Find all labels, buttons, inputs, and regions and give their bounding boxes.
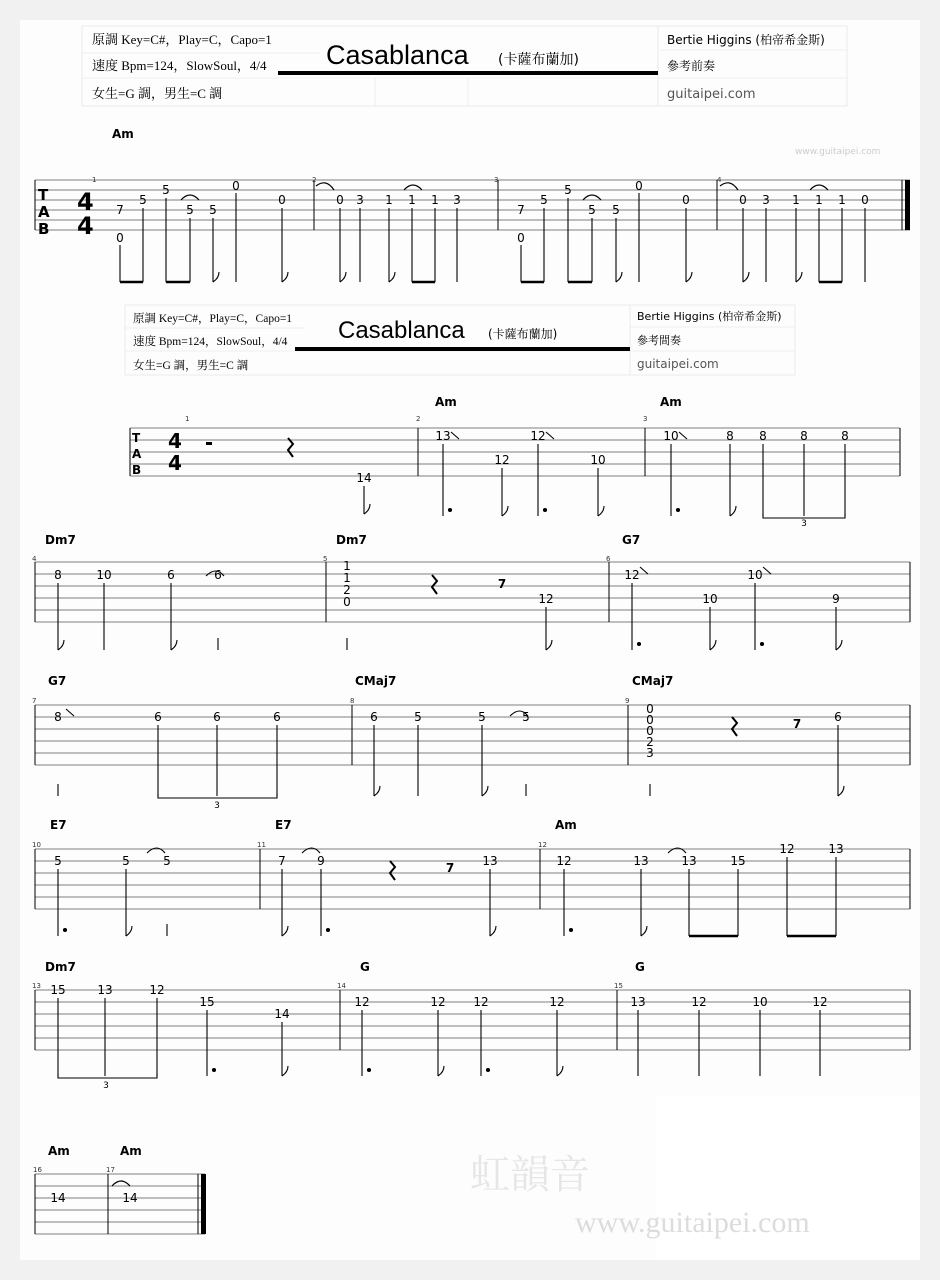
measure-number: 15 <box>614 982 623 990</box>
tab-clef-b: B <box>132 463 142 477</box>
key-info: 原調 Key=C#，Play=C，Capo=1 <box>133 313 293 325</box>
time-signature-bottom: 4 <box>77 212 94 240</box>
fret-number: 8 <box>841 429 849 443</box>
measure-number: 2 <box>312 176 317 184</box>
chord-symbol: E7 <box>50 818 67 832</box>
tab-system-4 <box>32 674 910 811</box>
tablature-score <box>20 20 920 1260</box>
header-intro <box>82 26 847 106</box>
fret-number: 7 <box>517 203 525 217</box>
fret-number: 0 <box>343 595 351 609</box>
tuplet-label: 3 <box>214 801 220 811</box>
measure-number: 10 <box>32 841 41 849</box>
site-link[interactable]: guitaipei.com <box>637 357 719 371</box>
fret-number: 10 <box>752 995 768 1009</box>
measure-number: 7 <box>32 697 37 705</box>
rhythm-stems <box>120 193 865 282</box>
chord-symbol: Am <box>112 127 134 141</box>
fret-number: 5 <box>186 203 194 217</box>
section-label: 參考前奏 <box>667 59 716 73</box>
measure-number: 4 <box>717 176 722 184</box>
song-subtitle: (卡薩布蘭加) <box>498 52 579 68</box>
fret-number: 12 <box>530 429 546 443</box>
fret-number: 12 <box>812 995 828 1009</box>
fret-number: 6 <box>213 710 221 724</box>
song-subtitle: (卡薩布蘭加) <box>488 327 558 341</box>
fret-number: 0 <box>116 231 124 245</box>
tab-system-3 <box>32 533 910 650</box>
fret-number: 13 <box>630 995 646 1009</box>
chord-symbol: CMaj7 <box>632 674 674 688</box>
fret-number: 6 <box>273 710 281 724</box>
chord-symbol: Am <box>435 395 457 409</box>
fret-number: 0 <box>646 713 654 727</box>
measure-number: 4 <box>32 555 37 563</box>
header-interlude <box>125 305 795 375</box>
fret-number: 7 <box>497 577 507 591</box>
fret-number: 7 <box>792 717 802 731</box>
fret-number: 0 <box>861 193 869 207</box>
fret-number: 5 <box>588 203 596 217</box>
fret-number: 15 <box>199 995 215 1009</box>
chord-symbol: Am <box>48 1144 70 1158</box>
fret-number: 5 <box>122 854 130 868</box>
fret-number: 13 <box>681 854 697 868</box>
fret-number: 0 <box>739 193 747 207</box>
tab-clef-t: T <box>132 431 141 445</box>
fret-number: 12 <box>430 995 446 1009</box>
time-signature-top: 4 <box>77 188 94 216</box>
fret-number: 1 <box>343 559 351 573</box>
fret-number: 5 <box>612 203 620 217</box>
artist-name: Bertie Higgins (柏帝希金斯) <box>667 33 825 47</box>
rest-symbol <box>732 717 737 736</box>
fret-number: 8 <box>800 429 808 443</box>
fret-number: 14 <box>50 1191 66 1205</box>
tuplet-label: 3 <box>801 519 807 529</box>
fret-number: 8 <box>726 429 734 443</box>
fret-number: 6 <box>370 710 378 724</box>
fret-number: 0 <box>646 702 654 716</box>
fret-number: 5 <box>163 854 171 868</box>
measure-number: 14 <box>337 982 346 990</box>
flags <box>213 272 802 282</box>
fret-number: 5 <box>522 710 530 724</box>
watermark-url: www.guitaipei.com <box>575 1206 810 1239</box>
measure-number: 12 <box>538 841 547 849</box>
chord-symbol: G <box>360 960 370 974</box>
watermark-small-url: www.guitaipei.com <box>795 147 881 157</box>
measure-number: 16 <box>33 1166 42 1174</box>
fret-number: 3 <box>762 193 770 207</box>
fret-number: 12 <box>624 568 640 582</box>
fret-number: 10 <box>663 429 679 443</box>
fret-number: 6 <box>214 568 222 582</box>
fret-number: 15 <box>730 854 746 868</box>
tab-system-7 <box>33 1144 206 1234</box>
fret-number: 12 <box>473 995 489 1009</box>
tab-clef-t: T <box>38 186 49 204</box>
chord-symbol: G7 <box>48 674 67 688</box>
fret-number: 10 <box>747 568 763 582</box>
measure-number: 13 <box>32 982 41 990</box>
tempo-info: 速度 Bpm=124，SlowSoul，4/4 <box>133 336 288 348</box>
tab-clef-b: B <box>38 220 50 238</box>
artist-name: Bertie Higgins (柏帝希金斯) <box>637 310 782 323</box>
fret-number: 12 <box>556 854 572 868</box>
fret-number: 1 <box>385 193 393 207</box>
tab-sheet <box>20 20 920 1260</box>
time-signature-top: 4 <box>168 429 182 453</box>
measure-number: 1 <box>92 176 97 184</box>
voice-info: 女生=G 調，男生=C 調 <box>133 360 249 372</box>
measure-number: 3 <box>643 415 648 423</box>
voice-info: 女生=G 調，男生=C 調 <box>92 86 223 101</box>
measure-number: 9 <box>625 697 630 705</box>
fret-number: 5 <box>564 183 572 197</box>
fret-number: 7 <box>278 854 286 868</box>
site-link[interactable]: guitaipei.com <box>667 87 756 102</box>
fret-number: 14 <box>356 471 372 485</box>
fret-number: 3 <box>646 746 654 760</box>
tempo-info: 速度 Bpm=124，SlowSoul，4/4 <box>92 58 267 73</box>
tie-arcs <box>112 1181 130 1186</box>
fret-number: 6 <box>154 710 162 724</box>
fret-number: 1 <box>792 193 800 207</box>
fret-number: 3 <box>356 193 364 207</box>
fret-number: 5 <box>54 854 62 868</box>
rest-symbol <box>432 575 437 594</box>
fret-number: 9 <box>317 854 325 868</box>
chord-symbol: E7 <box>275 818 292 832</box>
chord-symbol: G <box>635 960 645 974</box>
fret-number: 13 <box>97 983 113 997</box>
fret-number: 0 <box>635 179 643 193</box>
measure-number: 2 <box>416 415 421 423</box>
fret-number: 1 <box>838 193 846 207</box>
chord-symbol: Am <box>660 395 682 409</box>
measure-number: 3 <box>494 176 499 184</box>
fret-number: 5 <box>540 193 548 207</box>
fret-number: 0 <box>278 193 286 207</box>
fret-number: 12 <box>691 995 707 1009</box>
fret-number: 13 <box>633 854 649 868</box>
song-title: Casablanca <box>338 317 465 344</box>
chord-symbol: CMaj7 <box>355 674 397 688</box>
tab-clef-a: A <box>38 203 50 221</box>
tab-clef-a: A <box>132 447 142 461</box>
fret-number: 13 <box>435 429 451 443</box>
fret-number: 10 <box>590 453 606 467</box>
fret-number: 1 <box>431 193 439 207</box>
fret-number: 14 <box>122 1191 138 1205</box>
fret-number: 0 <box>646 724 654 738</box>
fret-number: 1 <box>815 193 823 207</box>
fret-number: 13 <box>482 854 498 868</box>
fret-number: 5 <box>478 710 486 724</box>
chord-symbol: Am <box>555 818 577 832</box>
tab-system-5 <box>32 818 910 936</box>
measure-number: 17 <box>106 1166 115 1174</box>
measure-number: 11 <box>257 841 266 849</box>
section-label: 參考間奏 <box>637 334 681 347</box>
fret-number: 14 <box>274 1007 290 1021</box>
song-title: Casablanca <box>326 40 469 70</box>
watermark-chinese: 虹韻音 <box>470 1152 590 1198</box>
fret-number: 6 <box>834 710 842 724</box>
fret-number: 15 <box>50 983 66 997</box>
tab-system-6 <box>32 960 910 1091</box>
fret-number: 5 <box>162 183 170 197</box>
fret-number: 6 <box>167 568 175 582</box>
fret-number: 12 <box>549 995 565 1009</box>
fret-number: 0 <box>682 193 690 207</box>
fret-number: 7 <box>445 861 455 875</box>
chord-symbol: Am <box>120 1144 142 1158</box>
tab-system-intro <box>35 127 910 282</box>
fret-number: 0 <box>517 231 525 245</box>
measure-number: 8 <box>350 697 355 705</box>
fret-number: 5 <box>139 193 147 207</box>
time-signature-bottom: 4 <box>168 451 182 475</box>
chord-symbol: Dm7 <box>45 960 76 974</box>
rest-symbol <box>390 861 395 880</box>
fret-number: 8 <box>54 710 62 724</box>
fret-number: 7 <box>116 203 124 217</box>
fret-number: 12 <box>494 453 510 467</box>
key-info: 原調 Key=C#，Play=C，Capo=1 <box>92 32 272 47</box>
fret-number: 10 <box>96 568 112 582</box>
tab-system-2 <box>130 395 900 529</box>
fret-number: 10 <box>702 592 718 606</box>
fret-number: 3 <box>453 193 461 207</box>
fret-number: 12 <box>149 983 165 997</box>
fret-number: 12 <box>779 842 795 856</box>
fret-number: 2 <box>343 583 351 597</box>
fret-number: 8 <box>54 568 62 582</box>
fret-number: 0 <box>232 179 240 193</box>
fret-number: 8 <box>759 429 767 443</box>
chord-symbol: G7 <box>622 533 641 547</box>
fret-number: 5 <box>209 203 217 217</box>
fret-number: 9 <box>832 592 840 606</box>
fret-number: 2 <box>646 735 654 749</box>
measure-number: 5 <box>323 555 328 563</box>
fret-number: 12 <box>538 592 554 606</box>
fret-number: 12 <box>354 995 370 1009</box>
fret-number: 5 <box>414 710 422 724</box>
measure-number: 1 <box>185 415 190 423</box>
rest-symbol <box>206 442 212 445</box>
rest-symbol <box>288 438 293 457</box>
fret-number: 0 <box>336 193 344 207</box>
tuplet-label: 3 <box>103 1081 109 1091</box>
fret-number: 1 <box>408 193 416 207</box>
chord-symbol: Dm7 <box>45 533 76 547</box>
fret-number: 1 <box>343 571 351 585</box>
measure-number: 6 <box>606 555 611 563</box>
fret-number: 13 <box>828 842 844 856</box>
chord-symbol: Dm7 <box>336 533 367 547</box>
